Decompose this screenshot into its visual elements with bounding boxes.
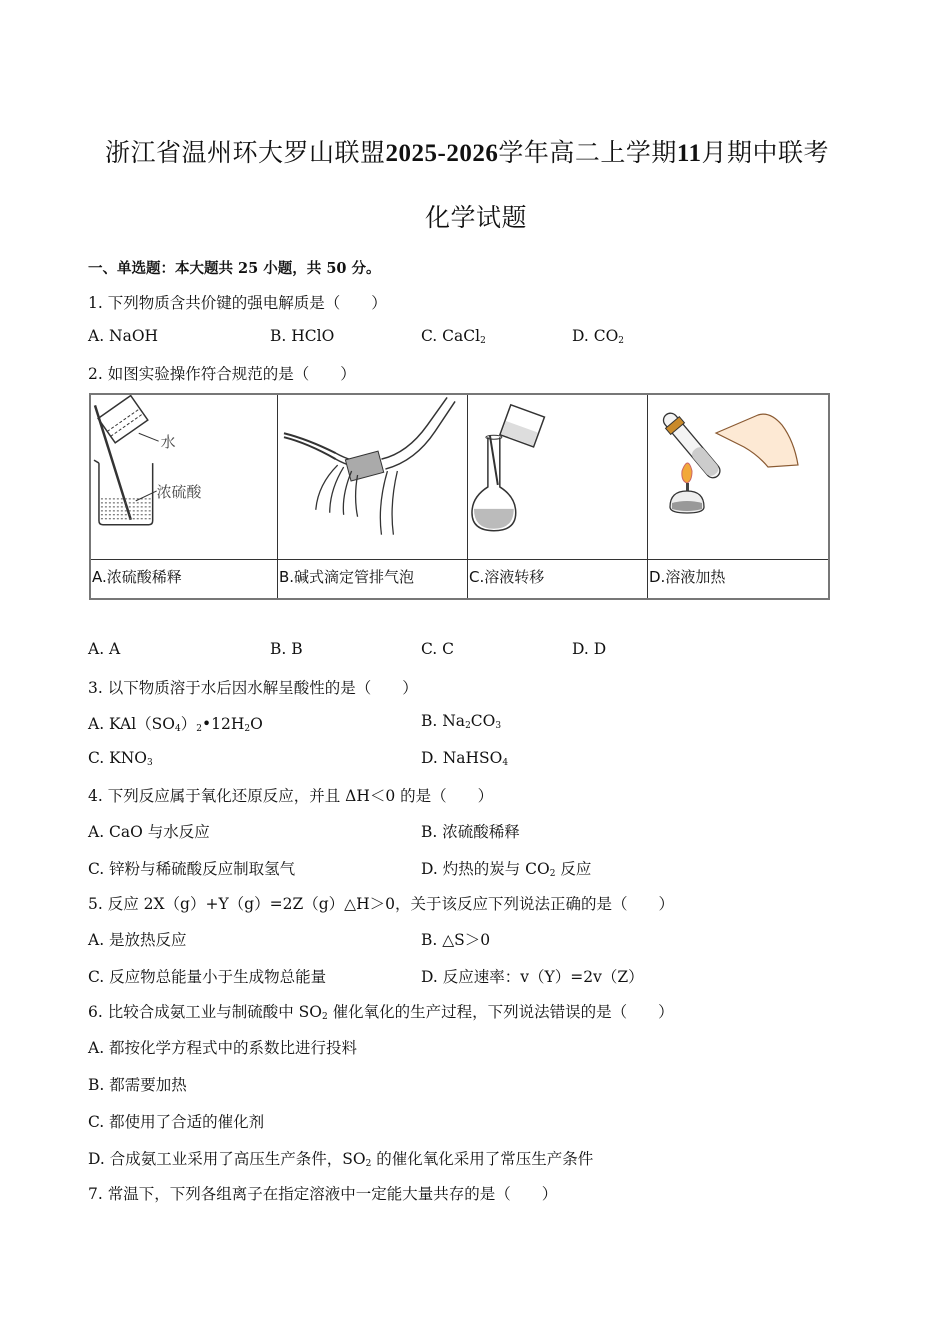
label-water: 水 [160,433,176,452]
q5-stem: 5. 反应 2X（g）+Y（g）=2Z（g）△H＞0，关于该反应下列说法正确的是（ ） [88,895,674,913]
q6-stem: 6. 比较合成氨工业与制硫酸中 $SO_2$ 催化氧化的生产过程，下列说法错误的是（ ） [88,1003,674,1022]
figure-cell-b [278,395,468,598]
q2-figure-table [89,393,830,600]
label-conc-acid: 浓硫酸 [156,482,202,501]
burette-illustration [278,395,467,559]
page-subtitle: 化学试题 [425,203,528,232]
page-title [105,133,829,169]
q1-option-c: C. CaCl$_2$ [421,327,486,346]
section-heading: 一、单选题：本大题共 25 小题，共 50 分。 [88,260,381,277]
caption-b: B.碱式滴定管排气泡 [279,568,415,586]
q3-stem: 3. 以下物质溶于水后因水解呈酸性的是（ ） [88,679,418,697]
q1-stem: 1. 下列物质含共价键的强电解质是（ ） [88,294,387,312]
caption-c: C.溶液转移 [469,568,545,586]
q4-stem: 4. 下列反应属于氧化还原反应，并且 ΔH＜0 的是（ ） [88,787,494,805]
q2-option-d: D. D [572,640,607,658]
q5-option-c: C. 反应物总能量小于生成物总能量 [88,968,327,986]
q4-option-d: D. 灼热的炭与 $CO_2$ 反应 [421,860,592,879]
q2-option-c: C. C [421,640,455,658]
q4-option-c: C. 锌粉与稀硫酸反应制取氢气 [88,860,296,878]
q1-option-b: B. HClO [270,327,335,345]
dilution-illustration [91,395,277,559]
title-suffix: 月期中联考 [701,138,829,167]
q5-option-b: B. △S＞0 [421,931,491,949]
figure-cell-c [468,395,648,598]
figure-cell-d [648,395,828,598]
title-prefix: 浙江省温州环大罗山联盟 [105,138,386,167]
figure-cell-a [91,395,278,598]
title-month: 11 [676,140,702,167]
q3-option-b: B. $Na_2CO_3$ [421,712,502,731]
q5-option-a: A. 是放热反应 [88,931,187,949]
heating-illustration [648,395,828,559]
q3-option-a: A. $KAl(SO_4)_2•12H_2O$ [88,715,263,734]
caption-d: D.溶液加热 [649,568,726,586]
title-mid: 学年高二上学期 [498,138,677,167]
q6-option-a: A. 都按化学方程式中的系数比进行投料 [88,1039,358,1057]
q4-option-a: A. CaO 与水反应 [88,823,210,841]
q1-option-d: D. $CO_2$ [572,327,625,346]
q2-stem: 2. 如图实验操作符合规范的是（ ） [88,365,356,383]
q5-option-d: D. 反应速率：v（Y）=2v（Z） [421,968,644,986]
q6-option-d: D. 合成氨工业采用了高压生产条件，$SO_2$ 的催化氧化采用了常压生产条件 [88,1150,594,1169]
q2-option-a: A. A [88,640,121,658]
q3-option-c: C. $KNO_3$ [88,749,153,768]
q2-option-b: B. B [270,640,303,658]
volumetric-flask-illustration [468,395,647,559]
q7-stem: 7. 常温下，下列各组离子在指定溶液中一定能大量共存的是（ ） [88,1185,558,1203]
q6-option-c: C. 都使用了合适的催化剂 [88,1113,265,1131]
title-years: 2025-2026 [385,140,499,167]
q3-option-d: D. NaHSO$_4$ [421,749,509,768]
q6-option-b: B. 都需要加热 [88,1076,187,1094]
q1-option-a: A. NaOH [88,327,159,345]
caption-a: A.浓硫酸稀释 [92,568,182,586]
q4-option-b: B. 浓硫酸稀释 [421,823,520,841]
